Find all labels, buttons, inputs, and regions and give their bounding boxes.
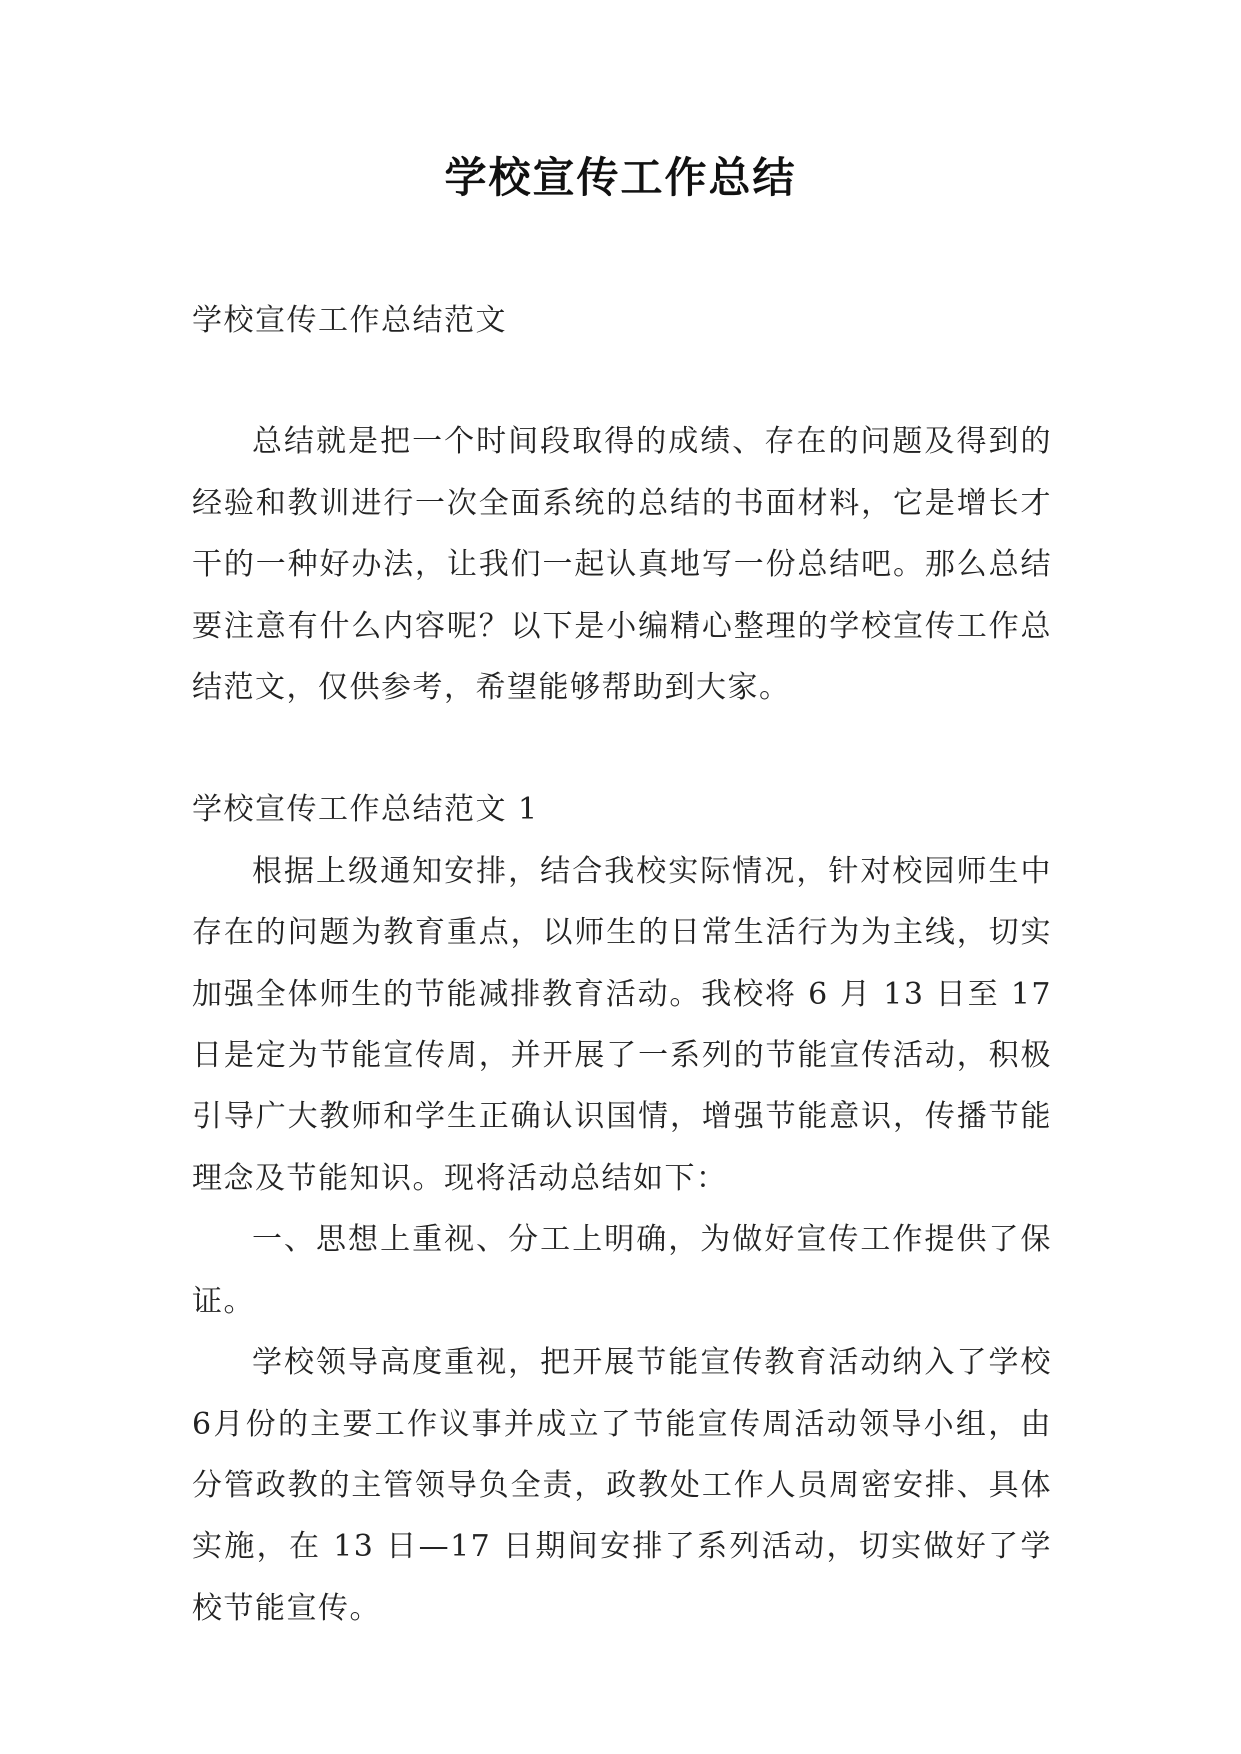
document-subtitle: 学校宣传工作总结范文 <box>192 303 507 338</box>
body-paragraph-1: 根据上级通知安排，结合我校实际情况，针对校园师生中存在的问题为教育重点，以师生的日常生活行为为主线，切实加强全体师生的节能减排教育活动。我校将 6 月 13 日至 17 日是定为节能宣传周，并开展了一系列的节能宣传活动，积极引导广大教师和学生正确认识国情，增强节能意识，传播节能理念及节能知识。现将活动总结如下： <box>192 853 1052 1196</box>
spacer <box>192 718 1052 779</box>
document-title: 学校宣传工作总结 <box>444 153 797 202</box>
body-paragraph-2: 一、思想上重视、分工上明确，为做好宣传工作提供了保证。 <box>192 1222 1052 1319</box>
section-heading: 学校宣传工作总结范文 1 <box>192 792 539 828</box>
body-paragraph-3: 学校领导高度重视，把开展节能宣传教育活动纳入了学校6月份的主要工作议事并成立了节能宣传周活动领导小组，由分管政教的主管领导负全责，政教处工作人员周密安排、具体实施，在 13 日—17 日期间安排了系列活动，切实做好了学校节能宣传。 <box>192 1345 1052 1626</box>
spacer <box>192 351 1052 411</box>
intro-paragraph: 总结就是把一个时间段取得的成绩、存在的问题及得到的经验和教训进行一次全面系统的总结的书面材料，它是增长才干的一种好办法，让我们一起认真地写一份总结吧。那么总结要注意有什么内容呢？以下是小编精心整理的学校宣传工作总结范文，仅供参考，希望能够帮助到大家。 <box>192 424 1052 706</box>
document-body <box>192 290 1052 1639</box>
